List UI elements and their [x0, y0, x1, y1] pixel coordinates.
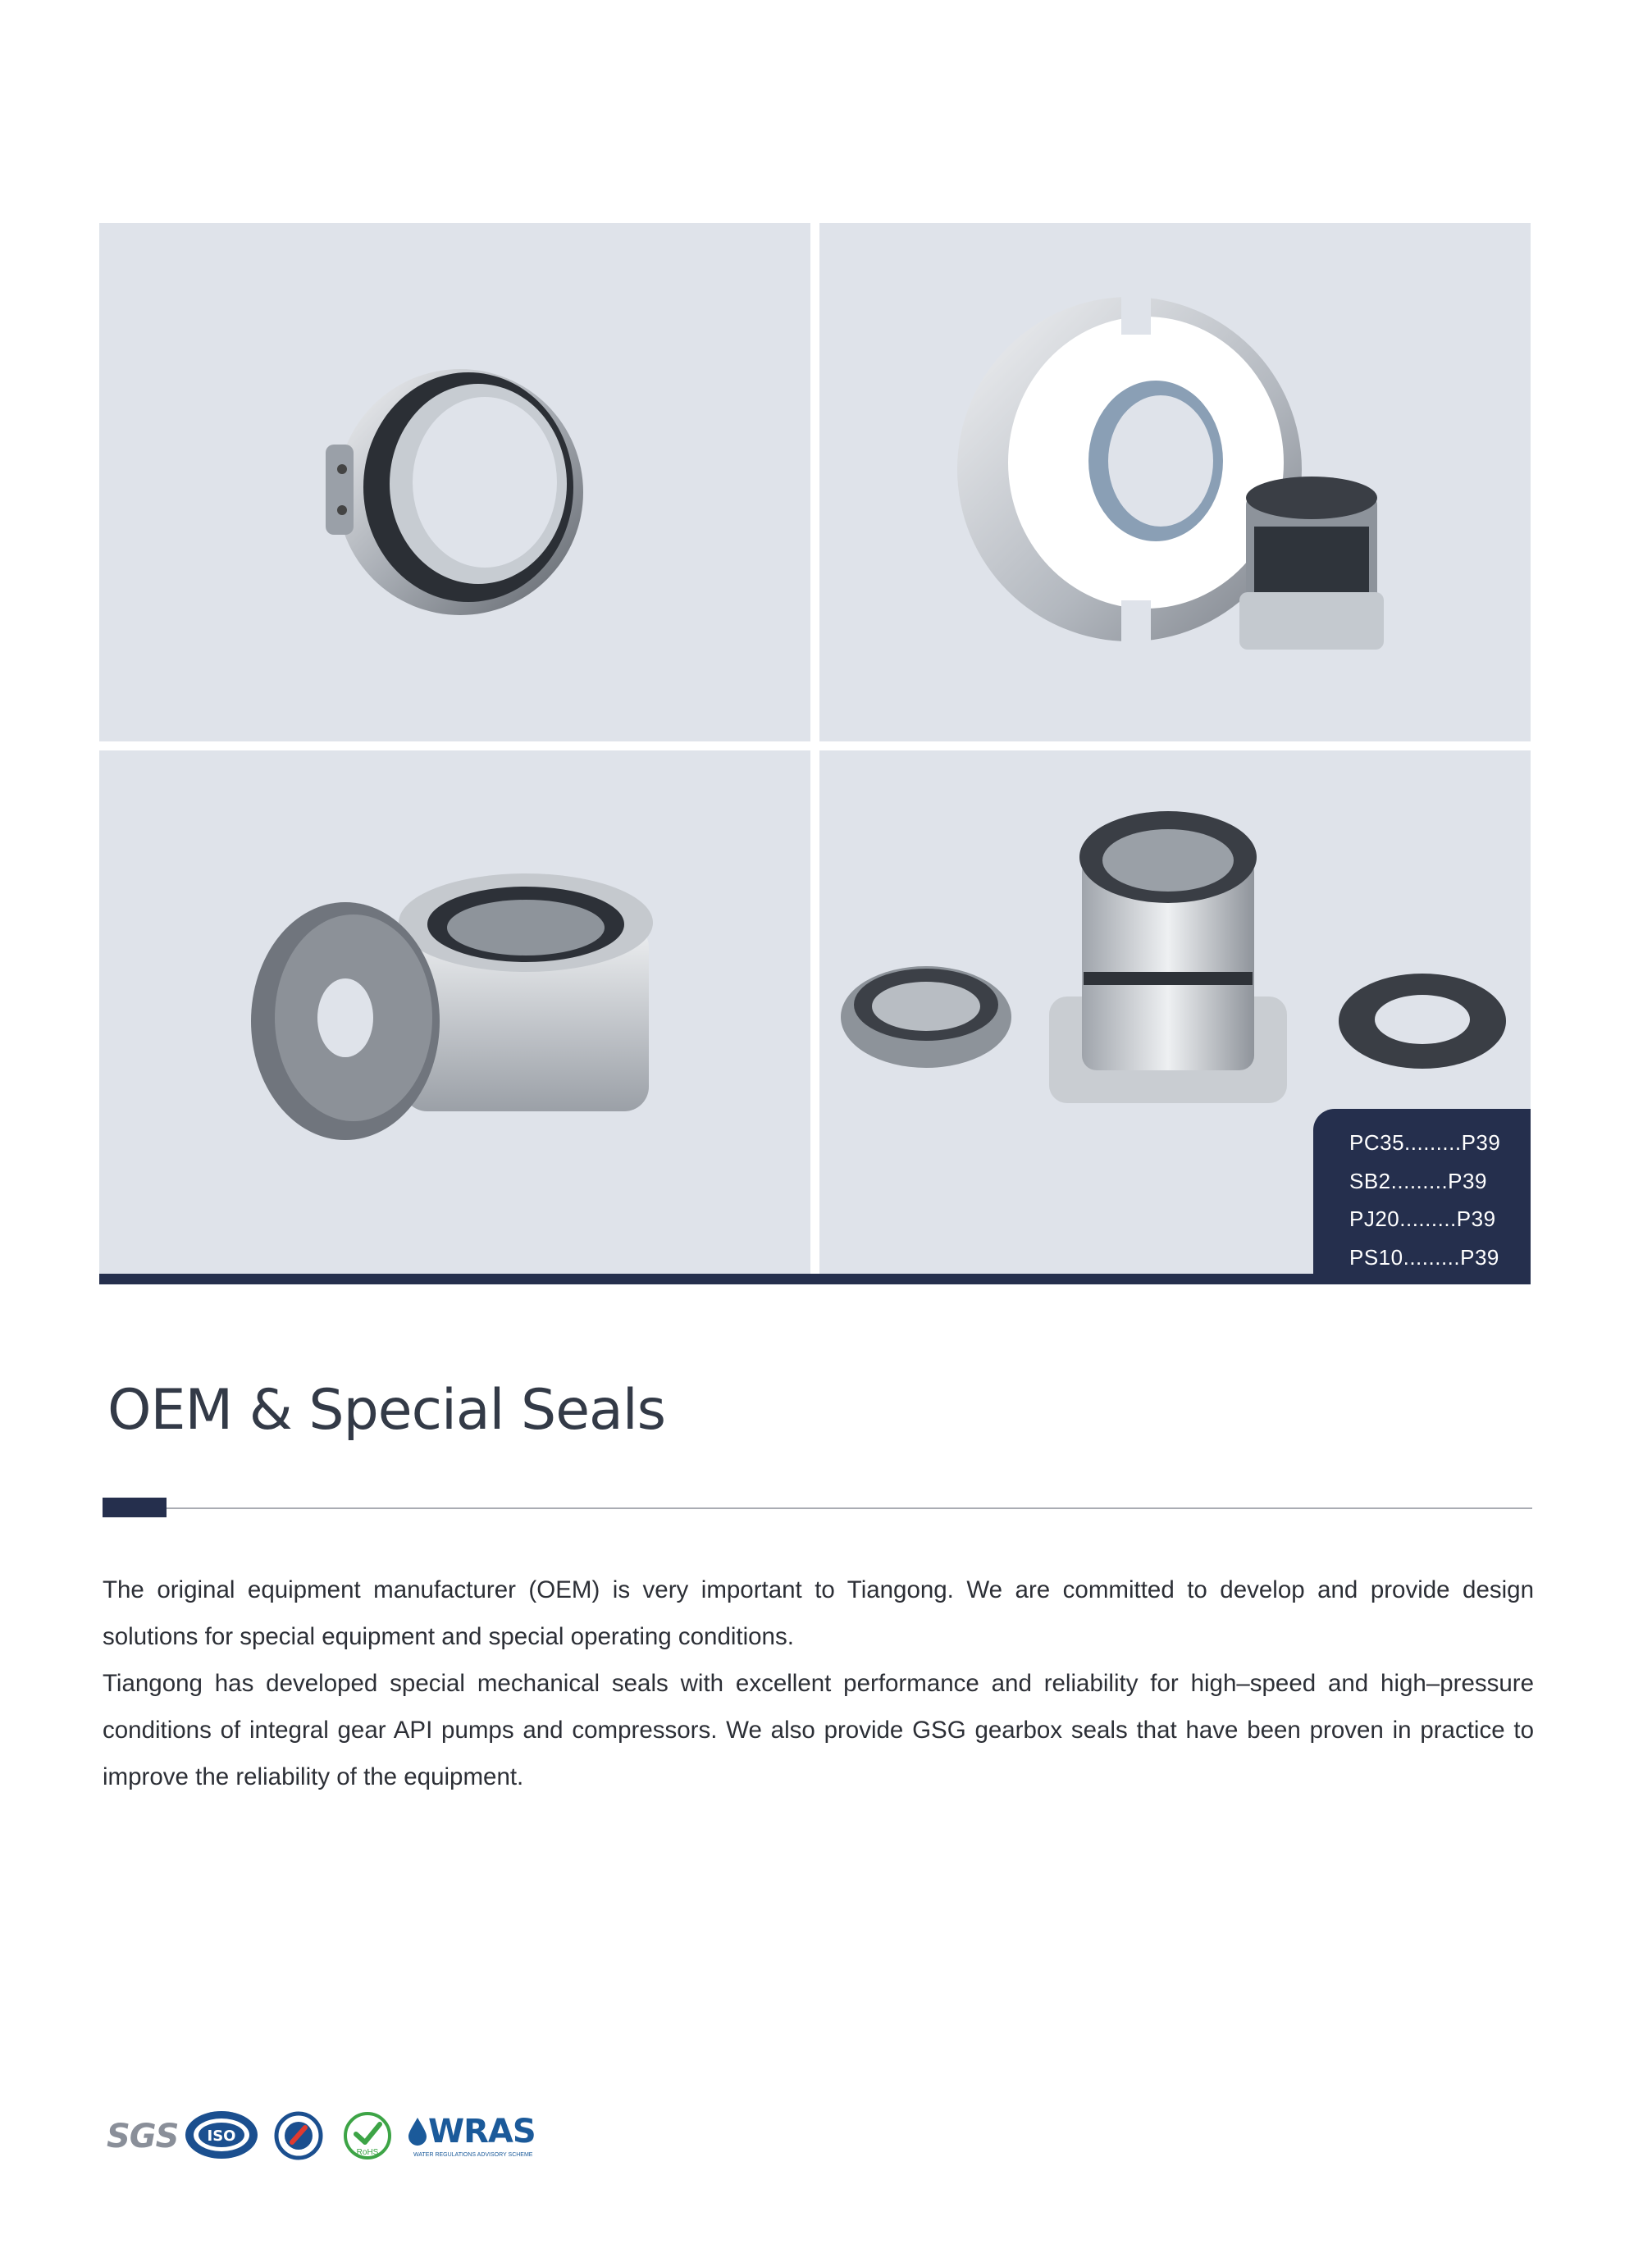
product-code-row: PJ20.........P39	[1349, 1206, 1496, 1231]
seal-ring-illustration	[99, 223, 810, 741]
cert-mark-logo	[274, 2111, 323, 2164]
iso-logo	[184, 2109, 259, 2164]
product-code-row: PS10.........P39	[1349, 1244, 1499, 1270]
product-image-2	[819, 223, 1531, 741]
threaded-seal-illustration	[99, 750, 810, 1274]
body-paragraph: Tiangong has developed special mechanical seals with excellent performance and reliability for high–speed and high–pressure conditions of integral gear API pumps and compressors. We also provide GSG gearbox seals that have been proven in practice to improve the reliability of the equipment.	[103, 1670, 1534, 1790]
water-drop-icon	[408, 2118, 427, 2146]
rohs-label: RoHS	[356, 2148, 379, 2157]
wras-logo	[408, 2113, 548, 2164]
body-paragraph: The original equipment manufacturer (OEM) is very important to Tiangong. We are committed to develop and provide design solutions for special equipment and special operating conditions.	[103, 1576, 1534, 1650]
sgs-logo: SGS	[107, 2118, 179, 2155]
cert-seal-icon	[274, 2111, 323, 2160]
certification-logos	[105, 2109, 548, 2167]
wras-label: WRAS	[428, 2113, 536, 2150]
product-code-row: PC35.........P39	[1349, 1130, 1501, 1155]
title-rule-line	[167, 1507, 1532, 1509]
product-code-list	[1313, 1109, 1531, 1284]
rohs-logo	[343, 2111, 392, 2164]
section-title: OEM & Special Seals	[107, 1378, 666, 1443]
iso-label: ISO	[207, 2128, 236, 2145]
iso-badge-icon	[184, 2109, 259, 2160]
product-code-row: SB2.........P39	[1349, 1168, 1487, 1193]
wras-subtitle: WATER REGULATIONS ADVISORY SCHEME	[413, 2152, 533, 2158]
split-seal-illustration	[819, 223, 1531, 741]
title-rule-accent	[103, 1498, 167, 1517]
product-image-1	[99, 223, 810, 741]
section-body	[103, 1567, 1534, 1800]
product-image-3	[99, 750, 810, 1274]
rohs-check-icon	[343, 2111, 392, 2160]
